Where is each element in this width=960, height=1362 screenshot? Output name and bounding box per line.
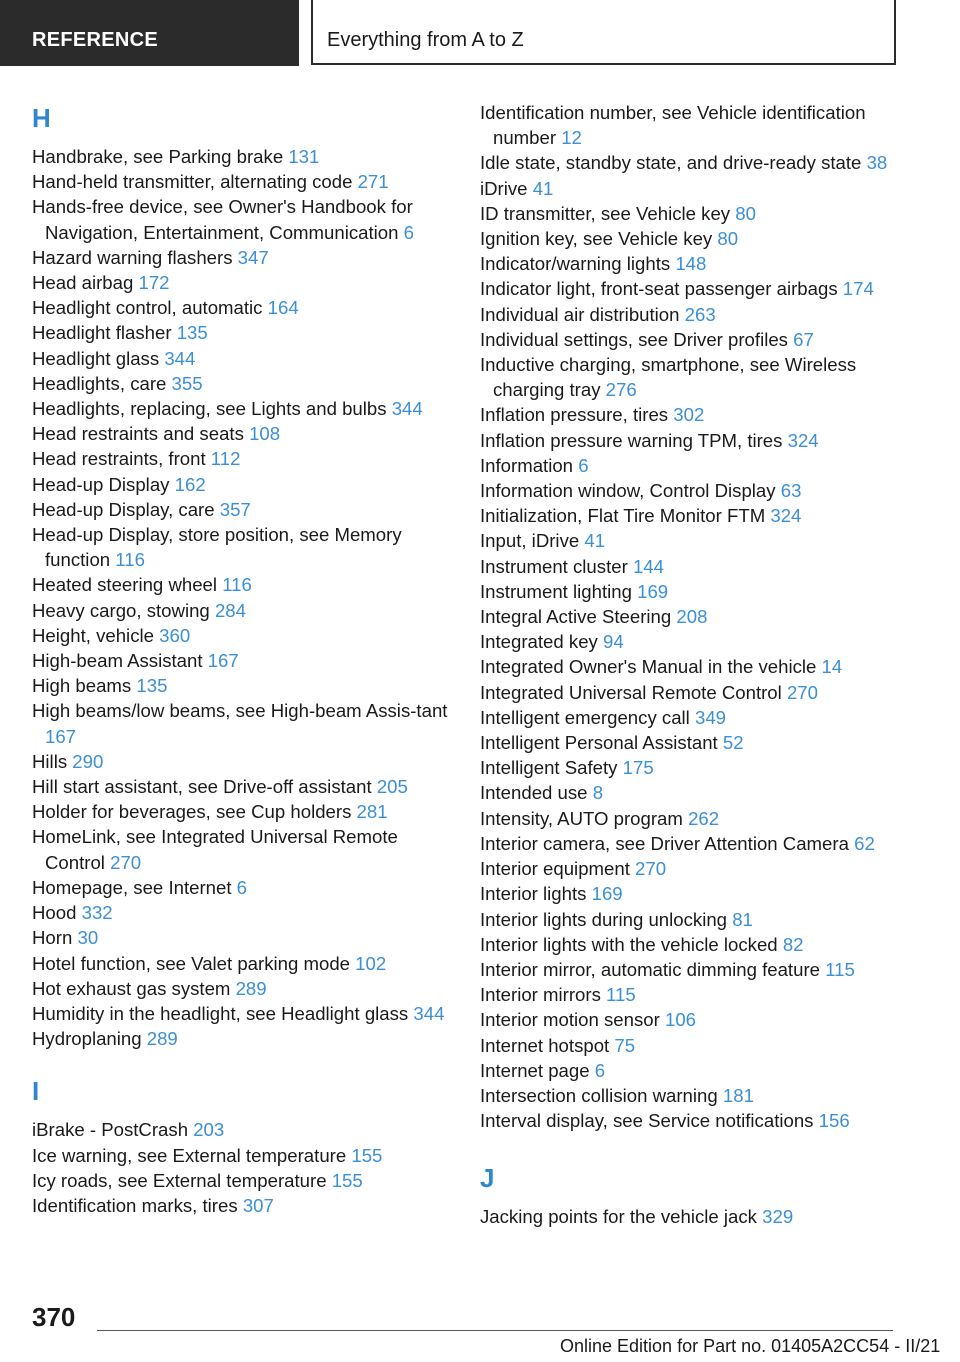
index-entry xyxy=(480,100,900,150)
index-entry xyxy=(480,806,900,831)
entry-page-link[interactable]: 205 xyxy=(376,776,408,798)
entry-text: Interior motion sensor xyxy=(480,1009,660,1031)
index-entry xyxy=(480,932,900,957)
entry-text: Internet page xyxy=(480,1059,590,1081)
entry-page-link[interactable]: 63 xyxy=(780,480,802,502)
entry-page-link[interactable]: 271 xyxy=(357,171,389,193)
index-entry xyxy=(480,478,900,503)
entry-page-link[interactable]: 108 xyxy=(249,423,281,445)
index-entry xyxy=(480,302,900,327)
entry-text: Hot exhaust gas system xyxy=(32,977,231,999)
index-entry xyxy=(480,428,900,453)
index-entry xyxy=(32,749,462,774)
entry-page-link[interactable]: 6 xyxy=(594,1059,606,1081)
entry-text: Ice warning, see External temperature xyxy=(32,1144,347,1166)
entry-text: Hill start assistant, see Drive-off assistant xyxy=(32,776,372,798)
entry-text: Head restraints and seats xyxy=(32,423,244,445)
entry-page-link[interactable]: 6 xyxy=(236,876,248,898)
index-entry xyxy=(480,629,900,654)
entry-text: High beams xyxy=(32,675,132,697)
index-entry xyxy=(32,270,462,295)
entry-page-link[interactable]: 102 xyxy=(355,952,387,974)
entry-page-link[interactable]: 12 xyxy=(561,127,582,149)
index-entry xyxy=(32,1168,462,1193)
index-entry xyxy=(32,421,462,446)
entry-text: Information xyxy=(480,454,574,476)
index-entry xyxy=(32,1026,462,1051)
entry-page-link[interactable]: 135 xyxy=(136,675,168,697)
entry-text: Indicator/warning lights xyxy=(480,253,671,275)
index-entry xyxy=(480,453,900,478)
section-letter: J xyxy=(480,1163,495,1194)
index-column-left xyxy=(32,100,462,1218)
entry-page-link[interactable]: 156 xyxy=(818,1110,850,1132)
index-entry xyxy=(480,680,900,705)
index-entry xyxy=(480,957,900,982)
index-entry xyxy=(480,503,900,528)
entry-text: Handbrake, see Parking brake xyxy=(32,146,284,167)
index-entry xyxy=(480,276,900,301)
entry-page-link[interactable]: 302 xyxy=(673,404,705,426)
index-entry xyxy=(480,201,900,226)
index-entry xyxy=(480,604,900,629)
entry-page-link[interactable]: 332 xyxy=(81,902,113,924)
index-entry xyxy=(32,245,462,270)
entry-text: Idle state, standby state, and drive-ready state xyxy=(480,152,862,174)
index-entry xyxy=(32,371,462,396)
entry-page-link[interactable]: 62 xyxy=(854,832,875,854)
chapter-title-box xyxy=(311,0,896,65)
section-gap xyxy=(32,1051,462,1073)
entry-text: Interior camera, see Driver Attention Camera xyxy=(480,832,849,854)
entry-text: Hotel function, see Valet parking mode xyxy=(32,952,350,974)
index-entry xyxy=(480,654,900,679)
index-entry xyxy=(480,176,900,201)
index-entry xyxy=(480,1108,900,1133)
index-entry xyxy=(480,327,900,352)
entry-page-link[interactable]: 347 xyxy=(237,246,269,268)
index-entry xyxy=(32,295,462,320)
entry-text: Hydroplaning xyxy=(32,1028,142,1050)
entry-text: Headlight flasher xyxy=(32,322,172,344)
entry-page-link[interactable]: 80 xyxy=(735,202,756,224)
entry-page-link[interactable]: 144 xyxy=(632,555,664,577)
index-entry xyxy=(480,881,900,906)
index-column-right xyxy=(480,100,900,1230)
entry-page-link[interactable]: 290 xyxy=(72,750,104,772)
entry-page-link[interactable]: 8 xyxy=(592,782,604,804)
index-entry xyxy=(480,780,900,805)
entry-page-link[interactable]: 284 xyxy=(214,599,246,621)
entry-page-link[interactable]: 81 xyxy=(732,908,753,930)
entry-page-link[interactable]: 164 xyxy=(267,297,299,319)
entry-text: Ignition key, see Vehicle key xyxy=(480,228,713,250)
entry-page-link[interactable]: 116 xyxy=(222,574,252,596)
entry-text: Interior lights with the vehicle locked xyxy=(480,933,778,955)
chapter-title: Everything from A to Z xyxy=(327,29,524,51)
entry-page-link[interactable]: 80 xyxy=(717,228,739,250)
entry-page-link[interactable]: 289 xyxy=(146,1028,178,1050)
index-entry xyxy=(32,976,462,1001)
index-entry xyxy=(480,528,900,553)
index-entry xyxy=(32,472,462,497)
index-entry xyxy=(480,1204,900,1229)
index-entry xyxy=(32,623,462,648)
index-entry xyxy=(32,598,462,623)
entry-page-link[interactable]: 169 xyxy=(591,883,623,905)
index-entry xyxy=(480,831,900,856)
index-entry xyxy=(32,1193,462,1218)
entry-page-link[interactable]: 169 xyxy=(637,580,669,602)
entry-page-link[interactable]: 67 xyxy=(793,328,814,350)
entry-text: Headlights, replacing, see Lights and bulbs xyxy=(32,398,387,420)
entry-text: Head airbag xyxy=(32,272,134,294)
index-entry xyxy=(32,194,462,244)
index-entry xyxy=(32,875,462,900)
entry-page-link[interactable]: 135 xyxy=(176,322,208,344)
entry-page-link[interactable]: 270 xyxy=(110,851,142,873)
index-entry xyxy=(32,925,462,950)
entry-page-link[interactable]: 263 xyxy=(684,303,716,325)
entry-page-link[interactable]: 6 xyxy=(578,454,589,476)
index-entry xyxy=(32,1117,462,1142)
entry-page-link[interactable]: 75 xyxy=(614,1034,636,1056)
entry-text: Input, iDrive xyxy=(480,530,580,552)
entry-text: Integrated key xyxy=(480,631,598,653)
entry-page-link[interactable]: 174 xyxy=(842,278,874,300)
index-entry xyxy=(32,446,462,471)
index-entry xyxy=(32,169,462,194)
entry-page-link[interactable]: 270 xyxy=(786,681,818,703)
entry-page-link[interactable]: 360 xyxy=(159,624,191,646)
entry-text: Identification marks, tires xyxy=(32,1194,238,1216)
entry-page-link[interactable]: 38 xyxy=(866,152,888,174)
entry-page-link[interactable]: 276 xyxy=(605,379,637,401)
entry-text: Heavy cargo, stowing xyxy=(32,599,210,621)
entry-text: Head restraints, front xyxy=(32,448,206,470)
index-entry xyxy=(480,1058,900,1083)
entry-text: Hand-held transmitter, alternating code xyxy=(32,171,353,193)
entry-text: Inflation pressure, tires xyxy=(480,404,669,426)
entry-text: Icy roads, see External temperature xyxy=(32,1169,327,1191)
entry-text: Humidity in the headlight, see Headlight glass xyxy=(32,1002,409,1024)
entry-page-link[interactable]: 344 xyxy=(391,398,423,420)
entry-text: HomeLink, see Integrated Universal Remote Control xyxy=(32,826,398,873)
entry-text: Hood xyxy=(32,902,77,924)
entry-text: Homepage, see Internet xyxy=(32,876,232,898)
entry-page-link[interactable]: 155 xyxy=(331,1169,363,1191)
entry-text: Instrument lighting xyxy=(480,580,632,602)
index-entry xyxy=(480,755,900,780)
entry-text: High-beam Assistant xyxy=(32,650,203,672)
index-entry xyxy=(32,698,462,748)
entry-page-link[interactable]: 112 xyxy=(210,448,241,470)
entry-page-link[interactable]: 344 xyxy=(413,1002,445,1024)
entry-text: Internet hotspot xyxy=(480,1034,610,1056)
entry-page-link[interactable]: 270 xyxy=(635,858,667,880)
index-entry xyxy=(480,150,900,175)
entry-page-link[interactable]: 349 xyxy=(694,706,727,728)
index-entry xyxy=(480,251,900,276)
entry-text: iDrive xyxy=(480,177,528,199)
index-entry xyxy=(32,144,462,169)
entry-page-link[interactable]: 148 xyxy=(675,253,707,275)
entry-page-link[interactable]: 324 xyxy=(787,429,819,451)
index-entry xyxy=(32,1001,462,1026)
index-entry xyxy=(480,1083,900,1108)
index-entry xyxy=(32,522,462,572)
entry-page-link[interactable]: 167 xyxy=(207,650,239,672)
section-letter: H xyxy=(32,103,51,133)
index-entry xyxy=(32,572,462,597)
entry-text: Holder for beverages, see Cup holders xyxy=(32,801,352,823)
entry-page-link[interactable]: 82 xyxy=(782,933,804,955)
entry-page-link[interactable]: 6 xyxy=(403,221,414,243)
index-entry xyxy=(32,1143,462,1168)
entry-text: Integral Active Steering xyxy=(480,606,672,628)
entry-text: Inductive charging, smartphone, see Wireless charging tray xyxy=(480,354,857,401)
entry-page-link[interactable]: 344 xyxy=(164,347,196,369)
entry-page-link[interactable]: 262 xyxy=(688,807,720,829)
entry-text: Intelligent Safety xyxy=(480,757,618,779)
entry-text: Jacking points for the vehicle jack xyxy=(480,1206,757,1228)
entry-page-link[interactable]: 14 xyxy=(821,656,843,678)
index-entry xyxy=(32,648,462,673)
entry-page-link[interactable]: 355 xyxy=(171,372,203,394)
entry-text: Headlights, care xyxy=(32,372,167,394)
entry-page-link[interactable]: 52 xyxy=(722,732,744,754)
index-entry xyxy=(480,554,900,579)
index-entry xyxy=(480,730,900,755)
entry-page-link[interactable]: 115 xyxy=(825,958,855,980)
entry-text: Headlight glass xyxy=(32,347,160,369)
entry-text: ID transmitter, see Vehicle key xyxy=(480,202,731,224)
entry-page-link[interactable]: 181 xyxy=(722,1084,754,1106)
entry-page-link[interactable]: 106 xyxy=(665,1009,697,1031)
index-entry xyxy=(480,1033,900,1058)
entry-text: Hands-free device, see Owner's Handbook for Navigation, Entertainment, Communication xyxy=(32,196,413,243)
entry-page-link[interactable]: 131 xyxy=(288,146,320,167)
entry-text: Interior equipment xyxy=(480,858,630,880)
section-tab xyxy=(0,0,299,66)
entry-page-link[interactable]: 329 xyxy=(762,1206,794,1228)
entry-page-link[interactable]: 289 xyxy=(235,977,267,999)
index-entry xyxy=(32,774,462,799)
entry-text: High beams/low beams, see High-beam Assis-tant xyxy=(32,700,448,722)
entry-text: Head-up Display, care xyxy=(32,498,215,520)
entry-text: Intelligent emergency call xyxy=(480,706,690,728)
entry-text: Instrument cluster xyxy=(480,555,628,577)
entry-page-link[interactable]: 94 xyxy=(603,631,624,653)
section-letter: I xyxy=(32,1076,40,1107)
section-label: REFERENCE xyxy=(32,29,159,51)
entry-page-link[interactable]: 175 xyxy=(622,757,654,779)
entry-text: iBrake - PostCrash xyxy=(32,1119,189,1141)
footer-divider xyxy=(97,1330,893,1331)
index-entry xyxy=(480,579,900,604)
entry-text: Initialization, Flat Tire Monitor FTM xyxy=(480,505,766,527)
entry-text: Interval display, see Service notifications xyxy=(480,1110,814,1132)
entry-text: Hazard warning flashers xyxy=(32,246,233,268)
index-entry xyxy=(480,352,900,402)
entry-page-link[interactable]: 41 xyxy=(584,530,606,552)
entry-text: Head-up Display xyxy=(32,473,170,495)
entry-page-link[interactable]: 281 xyxy=(356,801,388,823)
index-entry xyxy=(480,226,900,251)
index-entry xyxy=(32,824,462,874)
entry-text: Identification number, see Vehicle identification number xyxy=(480,102,866,149)
entry-page-link[interactable]: 172 xyxy=(138,272,170,294)
entry-page-link[interactable]: 307 xyxy=(242,1194,274,1216)
entry-text: Integrated Owner's Manual in the vehicle xyxy=(480,656,817,678)
entry-text: Heated steering wheel xyxy=(32,574,218,596)
entry-text: Interior mirror, automatic dimming feature xyxy=(480,958,820,980)
entry-page-link[interactable]: 30 xyxy=(77,927,99,949)
entry-page-link[interactable]: 162 xyxy=(174,473,206,495)
entry-text: Indicator light, front-seat passenger airbags xyxy=(480,278,838,300)
index-entry xyxy=(32,900,462,925)
entry-text: Information window, Control Display xyxy=(480,480,776,502)
entry-text: Interior mirrors xyxy=(480,984,601,1006)
index-entry xyxy=(480,1007,900,1032)
index-entry xyxy=(480,705,900,730)
page-number: 370 xyxy=(32,1302,76,1332)
entry-text: Intensity, AUTO program xyxy=(480,807,683,829)
index-entry xyxy=(32,799,462,824)
index-entry xyxy=(32,396,462,421)
index-entry xyxy=(480,856,900,881)
index-entry xyxy=(480,982,900,1007)
entry-text: Horn xyxy=(32,927,73,949)
edition-note: Online Edition for Part no. 01405A2CC54 - II/21 xyxy=(560,1336,941,1356)
index-entry xyxy=(480,907,900,932)
entry-text: Integrated Universal Remote Control xyxy=(480,681,782,703)
entry-text: Interior lights during unlocking xyxy=(480,908,728,930)
entry-page-link[interactable]: 116 xyxy=(115,549,145,571)
index-entry xyxy=(32,951,462,976)
entry-page-link[interactable]: 324 xyxy=(770,505,802,527)
entry-text: Headlight control, automatic xyxy=(32,297,263,319)
entry-page-link[interactable]: 115 xyxy=(606,984,636,1006)
page-header xyxy=(0,0,960,66)
entry-page-link[interactable]: 357 xyxy=(219,498,251,520)
entry-text: Hills xyxy=(32,750,68,772)
entry-text: Intended use xyxy=(480,782,588,804)
entry-text: Intelligent Personal Assistant xyxy=(480,732,718,754)
entry-page-link[interactable]: 203 xyxy=(193,1119,225,1141)
entry-text: Inflation pressure warning TPM, tires xyxy=(480,429,783,451)
entry-page-link[interactable]: 208 xyxy=(676,606,708,628)
index-entry xyxy=(32,497,462,522)
entry-text: Head-up Display, store position, see Memory function xyxy=(32,524,402,571)
index-entry xyxy=(32,673,462,698)
entry-text: Intersection collision warning xyxy=(480,1084,718,1106)
section-gap xyxy=(480,1133,900,1160)
entry-page-link[interactable]: 41 xyxy=(532,177,554,199)
index-entry xyxy=(32,346,462,371)
entry-text: Individual air distribution xyxy=(480,303,680,325)
entry-text: Interior lights xyxy=(480,883,587,905)
entry-text: Height, vehicle xyxy=(32,624,154,646)
entry-page-link[interactable]: 167 xyxy=(45,725,77,747)
entry-text: Individual settings, see Driver profiles xyxy=(480,328,788,350)
index-entry xyxy=(480,402,900,427)
entry-page-link[interactable]: 155 xyxy=(351,1144,383,1166)
index-entry xyxy=(32,320,462,345)
